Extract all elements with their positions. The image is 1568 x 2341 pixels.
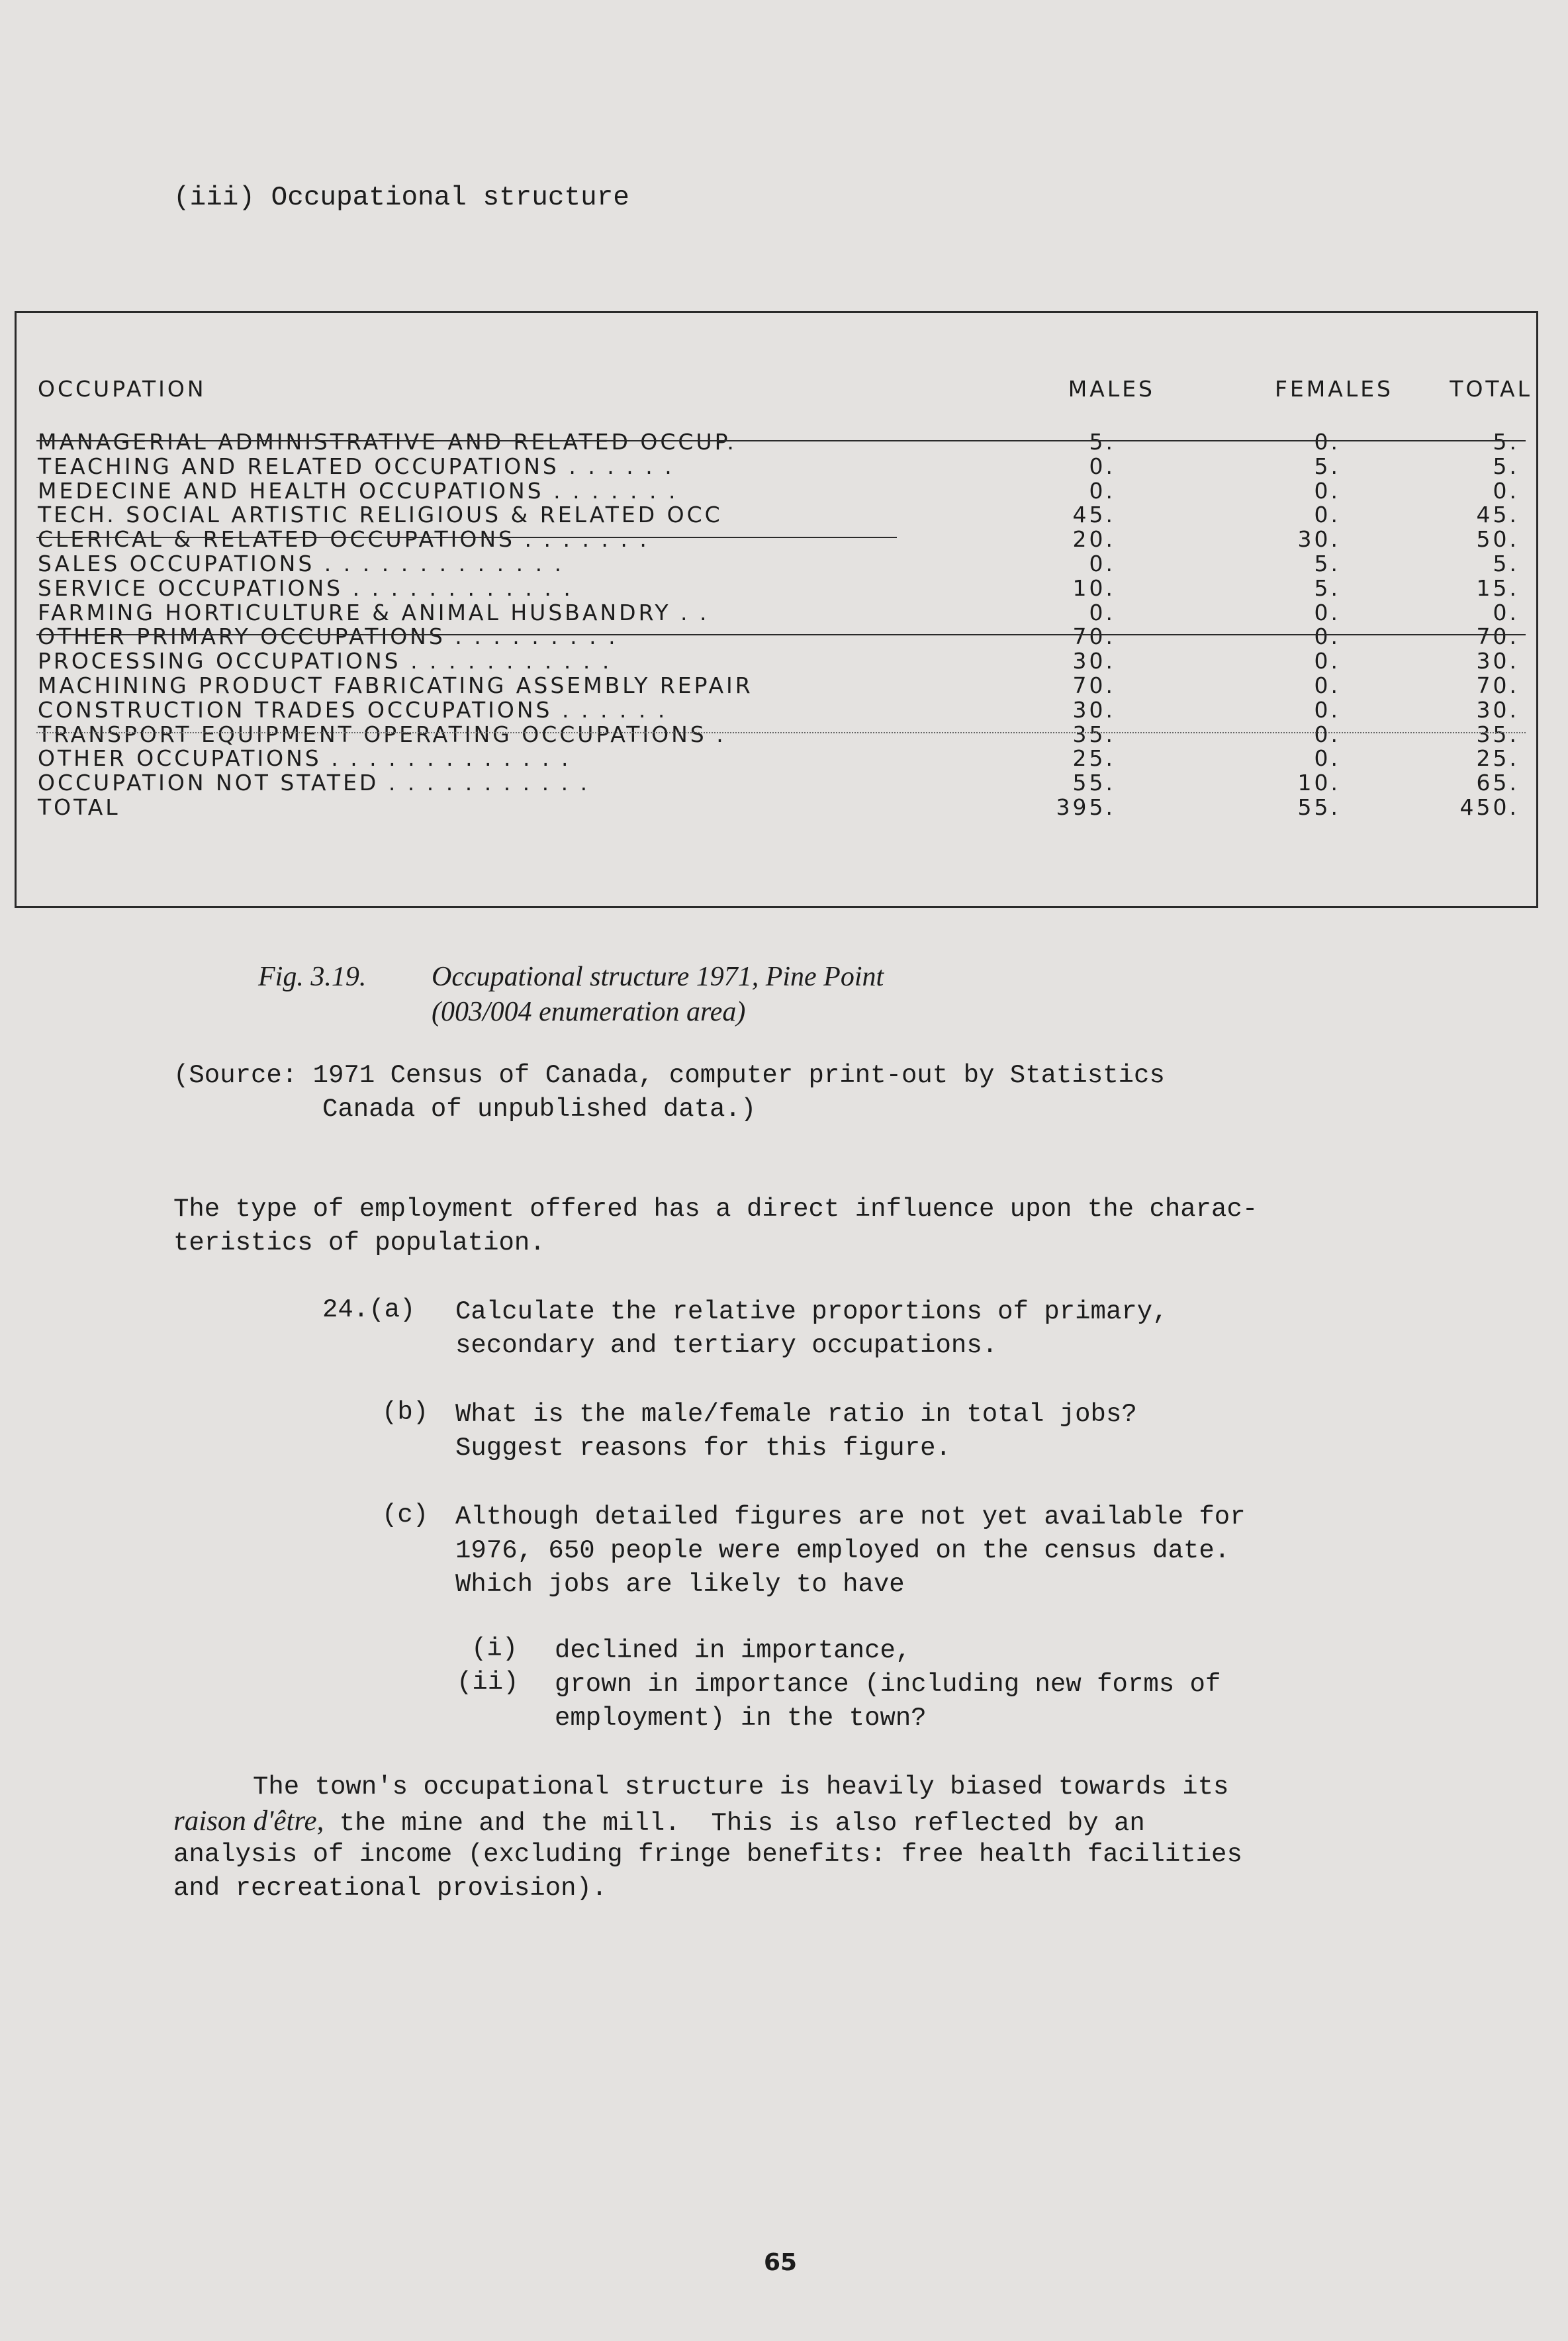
table-row — [17, 722, 1536, 747]
closing-line3: analysis of income (excluding fringe benefits: free health facilities — [173, 1840, 1242, 1869]
row-males: 0. — [1089, 599, 1115, 625]
row-occupation: MEDECINE AND HEALTH OCCUPATIONS . . . . . . . — [38, 477, 678, 504]
question-c-line3: Which jobs are likely to have — [455, 1570, 905, 1599]
table-row — [17, 600, 1536, 625]
question-b-line2: Suggest reasons for this figure. — [455, 1434, 951, 1463]
row-males: 10. — [1072, 574, 1115, 601]
question-ii-line2: employment) in the town? — [555, 1704, 927, 1733]
row-males: 20. — [1072, 526, 1115, 553]
intro-line2: teristics of population. — [173, 1228, 545, 1258]
row-occupation: TEACHING AND RELATED OCCUPATIONS . . . . . . — [38, 453, 674, 479]
row-females: 5. — [1314, 551, 1340, 576]
caption-line1: Occupational structure 1971, Pine Point — [432, 962, 884, 992]
rule-managerial — [36, 440, 1526, 441]
question-a-line1: Calculate the relative proportions of primary, — [455, 1297, 1168, 1326]
row-females: 5. — [1314, 453, 1340, 479]
closing-line2 — [173, 1804, 1145, 1841]
row-females: 0. — [1314, 721, 1340, 747]
question-c-line1: Although detailed figures are not yet available for — [455, 1502, 1246, 1532]
header-occupation: OCCUPATION — [38, 376, 207, 402]
closing-line4: and recreational provision). — [173, 1874, 608, 1903]
row-females: 0. — [1314, 477, 1340, 504]
header-males: MALES — [1068, 376, 1155, 402]
row-total: 0. — [1493, 477, 1519, 504]
table-row — [17, 479, 1536, 503]
source-line2: Canada of unpublished data.) — [322, 1095, 757, 1124]
row-total: 35. — [1476, 721, 1519, 747]
row-females: 0. — [1314, 672, 1340, 698]
question-c-line2: 1976, 650 people were employed on the census date. — [455, 1536, 1230, 1565]
question-c-label: (c) — [382, 1500, 429, 1530]
question-i-label: (i) — [471, 1634, 518, 1663]
row-total: 50. — [1476, 526, 1519, 553]
row-males: 395. — [1056, 794, 1115, 820]
row-occupation: MANAGERIAL ADMINISTRATIVE AND RELATED OCCUP. — [38, 429, 737, 455]
occupation-table — [15, 311, 1538, 908]
rule-transport — [36, 732, 1526, 733]
row-total: 30. — [1476, 648, 1519, 674]
page-number: 65 — [764, 2249, 798, 2276]
table-row — [17, 624, 1536, 649]
row-total: 450. — [1459, 794, 1519, 820]
row-females: 0. — [1314, 696, 1340, 723]
row-occupation: MACHINING PRODUCT FABRICATING ASSEMBLY REPAIR — [38, 672, 753, 698]
row-occupation: TOTAL — [38, 794, 120, 820]
row-males: 0. — [1089, 551, 1115, 576]
row-males: 70. — [1072, 672, 1115, 698]
section-heading: (iii) Occupational structure — [173, 183, 629, 213]
row-males: 30. — [1072, 648, 1115, 674]
row-occupation: OCCUPATION NOT STATED . . . . . . . . . . . — [38, 770, 590, 796]
row-occupation: CLERICAL & RELATED OCCUPATIONS . . . . . . . — [38, 526, 649, 553]
intro-line1: The type of employment offered has a direct influence upon the charac- — [173, 1195, 1258, 1224]
source-line1: (Source: 1971 Census of Canada, computer print-out by Statistics — [173, 1061, 1165, 1090]
row-total: 65. — [1476, 770, 1519, 796]
row-females: 0. — [1314, 599, 1340, 625]
row-males: 55. — [1072, 770, 1115, 796]
row-males: 0. — [1089, 453, 1115, 479]
row-females: 0. — [1314, 745, 1340, 772]
row-males: 70. — [1072, 623, 1115, 650]
row-males: 5. — [1089, 429, 1115, 455]
row-occupation: CONSTRUCTION TRADES OCCUPATIONS . . . . . . — [38, 696, 668, 723]
question-a-label: 24.(a) — [322, 1295, 416, 1324]
header-total: TOTAL — [1450, 376, 1532, 402]
header-females: FEMALES — [1274, 376, 1393, 402]
table-row — [17, 698, 1536, 722]
row-occupation: TECH. SOCIAL ARTISTIC RELIGIOUS & RELATED OCC — [38, 502, 723, 528]
question-ii-line1: grown in importance (including new forms of — [555, 1670, 1221, 1699]
row-total: 5. — [1493, 453, 1519, 479]
row-occupation: PROCESSING OCCUPATIONS . . . . . . . . . . . — [38, 648, 612, 674]
table-row — [17, 551, 1536, 576]
closing-italic-phrase: raison d'être, — [173, 1806, 324, 1837]
row-females: 55. — [1297, 794, 1340, 820]
table-row — [17, 673, 1536, 698]
table-row — [17, 746, 1536, 770]
row-males: 30. — [1072, 696, 1115, 723]
row-total: 5. — [1493, 429, 1519, 455]
question-b-line1: What is the male/female ratio in total jobs? — [455, 1400, 1137, 1429]
row-occupation: SALES OCCUPATIONS . . . . . . . . . . . . . — [38, 551, 565, 576]
row-occupation: OTHER OCCUPATIONS . . . . . . . . . . . . . — [38, 745, 571, 772]
row-total: 70. — [1476, 623, 1519, 650]
table-row — [17, 795, 1536, 819]
row-females: 30. — [1297, 526, 1340, 553]
row-females: 0. — [1314, 429, 1340, 455]
row-males: 0. — [1089, 477, 1115, 504]
row-females: 0. — [1314, 648, 1340, 674]
table-row — [17, 454, 1536, 479]
table-row — [17, 527, 1536, 551]
row-occupation: TRANSPORT EQUIPMENT OPERATING OCCUPATIONS . — [38, 721, 726, 747]
row-occupation: SERVICE OCCUPATIONS . . . . . . . . . . . . — [38, 574, 573, 601]
question-ii-label: (ii) — [457, 1668, 519, 1697]
row-total: 25. — [1476, 745, 1519, 772]
row-total: 45. — [1476, 502, 1519, 528]
row-males: 25. — [1072, 745, 1115, 772]
table-row — [17, 649, 1536, 673]
row-females: 5. — [1314, 574, 1340, 601]
row-occupation: FARMING HORTICULTURE & ANIMAL HUSBANDRY . . — [38, 599, 710, 625]
row-total: 15. — [1476, 574, 1519, 601]
table-row — [17, 502, 1536, 527]
row-females: 0. — [1314, 502, 1340, 528]
row-females: 0. — [1314, 623, 1340, 650]
row-males: 45. — [1072, 502, 1115, 528]
table-row — [17, 576, 1536, 600]
question-b-label: (b) — [382, 1398, 429, 1427]
row-total: 5. — [1493, 551, 1519, 576]
row-total: 0. — [1493, 599, 1519, 625]
caption-line2: (003/004 enumeration area) — [432, 997, 746, 1027]
row-females: 10. — [1297, 770, 1340, 796]
row-occupation: OTHER PRIMARY OCCUPATIONS . . . . . . . . . — [38, 623, 618, 650]
row-males: 35. — [1072, 721, 1115, 747]
row-total: 70. — [1476, 672, 1519, 698]
table-row — [17, 770, 1536, 795]
rule-other-primary — [36, 634, 1526, 635]
caption-label: Fig. 3.19. — [258, 962, 367, 992]
question-a-line2: secondary and tertiary occupations. — [455, 1331, 998, 1360]
row-total: 30. — [1476, 696, 1519, 723]
rule-clerical — [36, 537, 897, 538]
closing-line1: The town's occupational structure is heavily biased towards its — [253, 1772, 1229, 1802]
figure-caption — [258, 960, 884, 1030]
question-i-text: declined in importance, — [555, 1636, 911, 1665]
closing-line2-rest: the mine and the mill. This is also reflected by an — [324, 1809, 1145, 1838]
table-row — [17, 430, 1536, 454]
